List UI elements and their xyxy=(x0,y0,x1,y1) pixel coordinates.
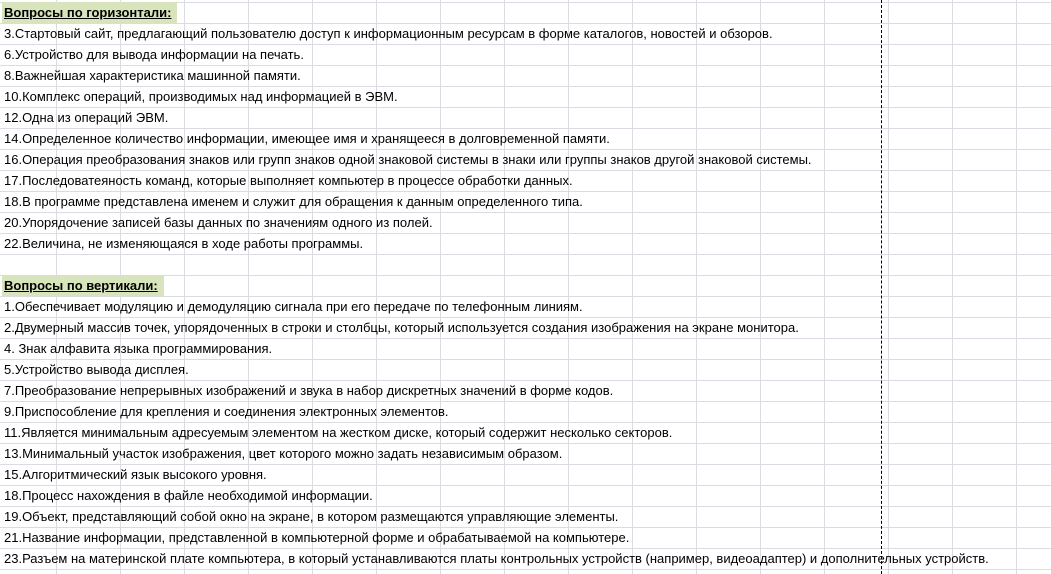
horizontal-question-12[interactable]: 12.Одна из операций ЭВМ. xyxy=(4,110,169,125)
vertical-question-19[interactable]: 19.Объект, представляющий собой окно на экране, в котором размещаются управляющие элементы. xyxy=(4,509,619,524)
horizontal-question-22[interactable]: 22.Величина, не изменяющаяся в ходе работы программы. xyxy=(4,236,364,251)
vertical-question-13[interactable]: 13.Минимальный участок изображения, цвет которого можно задать независимым образом. xyxy=(4,446,563,461)
vertical-question-23[interactable]: 23.Разъем на материнской плате компьютера, в который устанавливаются платы контрольных устройств (например, видеоадаптер) и дополнительных устройств. xyxy=(4,551,989,566)
vertical-question-2[interactable]: 2.Двумерный массив точек, упорядоченных в строки и столбцы, который используется создания изображения на экране монитора. xyxy=(4,320,799,335)
vertical-question-4[interactable]: 4. Знак алфавита языка программирования. xyxy=(4,341,273,356)
vertical-question-11[interactable]: 11.Является минимальным адресуемым элементом на жестком диске, который содержит несколько секторов. xyxy=(4,425,673,440)
vertical-question-7[interactable]: 7.Преобразование непрерывных изображений и звука в набор дискретных значений в форме кодов. xyxy=(4,383,614,398)
horizontal-question-6[interactable]: 6.Устройство для вывода информации на печать. xyxy=(4,47,304,62)
vertical-question-9[interactable]: 9.Приспособление для крепления и соединения электронных элементов. xyxy=(4,404,449,419)
page-break-line xyxy=(881,0,882,574)
horizontal-question-18[interactable]: 18.В программе представлена именем и служит для обращения к данным определенного типа. xyxy=(4,194,583,209)
horizontal-header-row[interactable] xyxy=(0,2,177,23)
horizontal-question-8[interactable]: 8.Важнейшая характеристика машинной памяти. xyxy=(4,68,301,83)
vertical-question-18[interactable]: 18.Процесс нахождения в файле необходимой информации. xyxy=(4,488,373,503)
horizontal-question-17[interactable]: 17.Последоватеяность команд, которые выполняет компьютер в процессе обработки данных. xyxy=(4,173,573,188)
horizontal-question-16[interactable]: 16.Операция преобразования знаков или групп знаков одной знаковой системы в знаки или группы знаков другой знаковой системы. xyxy=(4,152,812,167)
horizontal-question-20[interactable]: 20.Упорядочение записей базы данных по значениям одного из полей. xyxy=(4,215,433,230)
vertical-header: Вопросы по вертикали: xyxy=(2,275,164,296)
horizontal-header: Вопросы по горизонтали: xyxy=(2,2,177,23)
horizontal-question-14[interactable]: 14.Определенное количество информации, имеющее имя и хранящееся в долговременной памяти. xyxy=(4,131,610,146)
vertical-question-21[interactable]: 21.Название информации, представленной в компьютерной форме и обрабатываемой на компьютере. xyxy=(4,530,630,545)
vertical-question-15[interactable]: 15.Алгоритмический язык высокого уровня. xyxy=(4,467,267,482)
vertical-question-5[interactable]: 5.Устройство вывода дисплея. xyxy=(4,362,189,377)
vertical-header-row[interactable] xyxy=(0,275,164,296)
horizontal-question-10[interactable]: 10.Комплекс операций, производимых над информацией в ЭВМ. xyxy=(4,89,398,104)
vertical-question-1[interactable]: 1.Обеспечивает модуляцию и демодуляцию сигнала при его передаче по телефонным линиям. xyxy=(4,299,583,314)
horizontal-question-3[interactable]: 3.Стартовый сайт, предлагающий пользователю доступ к информационным ресурсам в форме каталогов, новостей и обзоров. xyxy=(4,26,773,41)
